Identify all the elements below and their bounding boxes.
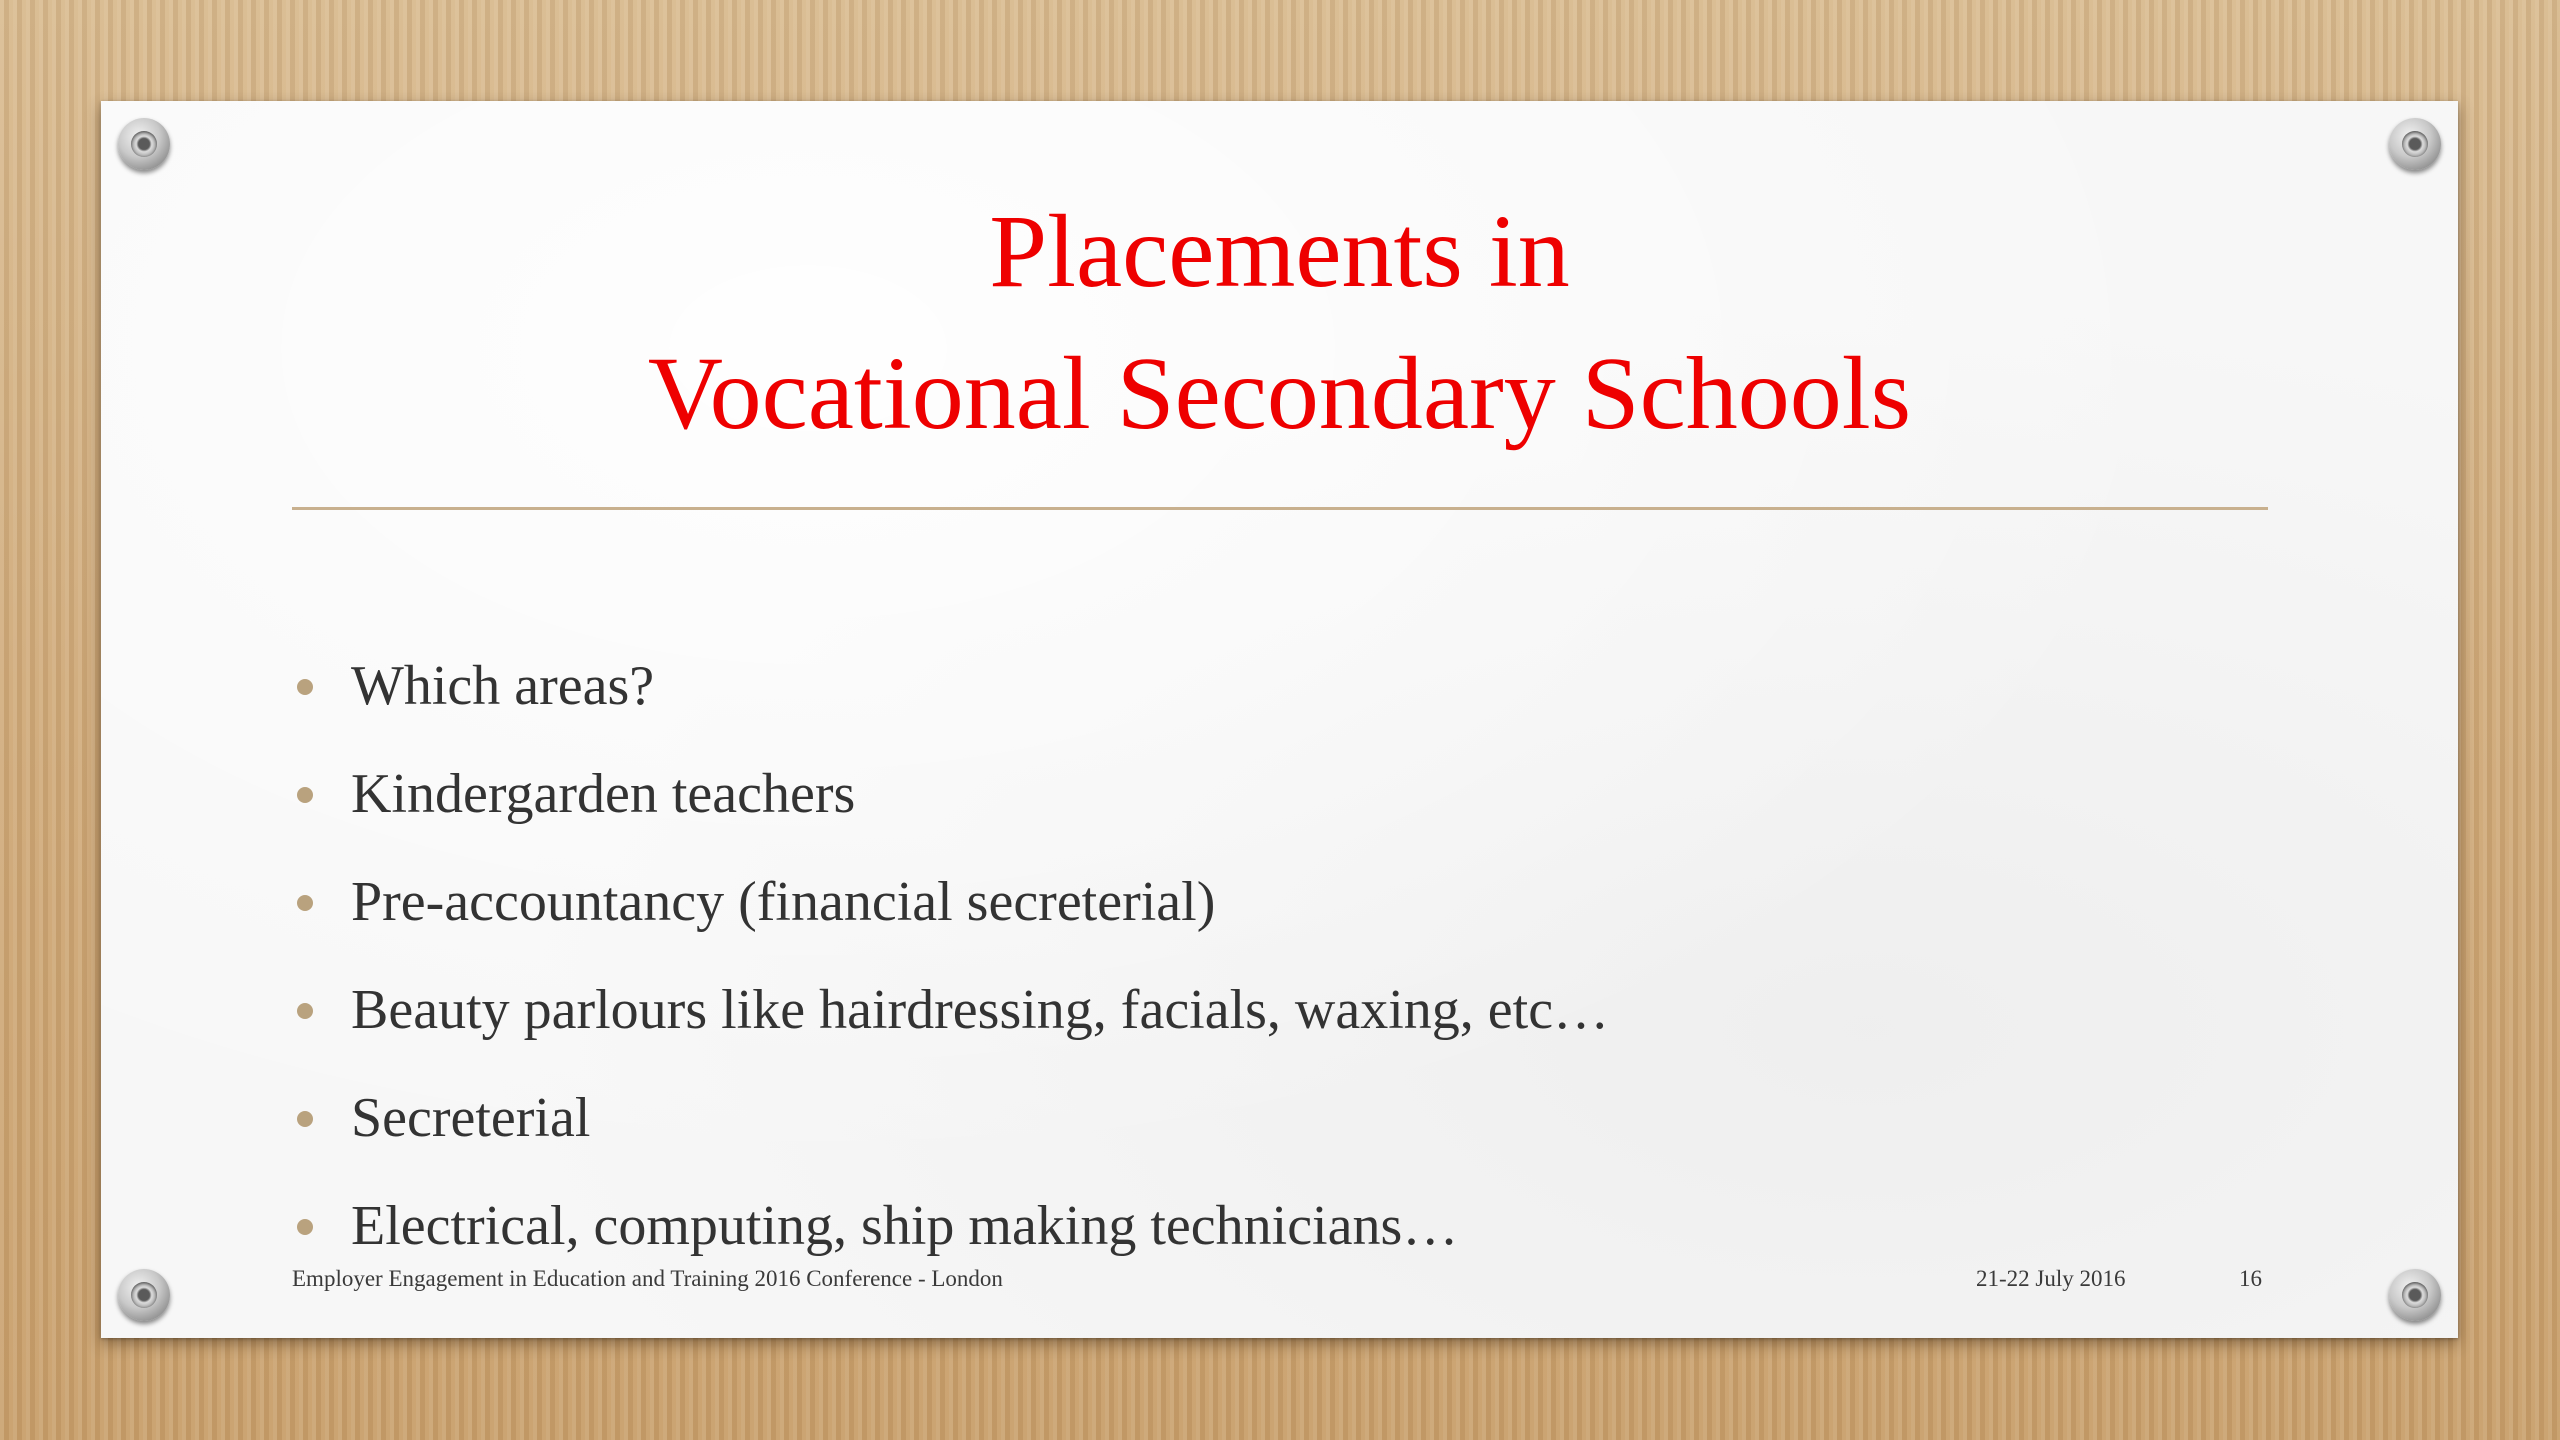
bullet-item [292, 857, 1609, 965]
bullet-text: Pre-accountancy (financial secreterial) [351, 871, 1216, 933]
bullet-text: Which areas? [351, 655, 655, 717]
bullet-item [292, 749, 1609, 857]
pushpin-icon [2389, 118, 2441, 170]
bullet-text: Secreterial [351, 1087, 591, 1149]
slide [101, 101, 2458, 1338]
bullet-item [292, 1073, 1609, 1181]
bullet-item [292, 641, 1609, 749]
bullet-dot-icon [297, 1111, 313, 1127]
slide-title-line: Placements in [989, 194, 1570, 309]
footer-date: 21-22 July 2016 [1976, 1266, 2126, 1291]
pushpin-icon [118, 118, 170, 170]
bullet-list [292, 641, 1609, 1289]
bullet-text: Electrical, computing, ship making technicians… [351, 1195, 1459, 1257]
title-divider [292, 507, 2268, 510]
bullet-dot-icon [297, 895, 313, 911]
footer-page-number: 16 [2239, 1266, 2262, 1291]
pushpin-icon [118, 1269, 170, 1321]
bullet-dot-icon [297, 1003, 313, 1019]
slide-title [101, 181, 2458, 465]
footer-conference-text: Employer Engagement in Education and Training 2016 Conference - London [292, 1266, 1003, 1291]
bullet-item [292, 965, 1609, 1073]
bullet-dot-icon [297, 787, 313, 803]
slide-title-line: Vocational Secondary Schools [647, 336, 1912, 451]
bullet-text: Kindergarden teachers [351, 763, 856, 825]
bullet-dot-icon [297, 679, 313, 695]
bullet-text: Beauty parlours like hairdressing, facials, waxing, etc… [351, 979, 1610, 1041]
pushpin-icon [2389, 1269, 2441, 1321]
bullet-dot-icon [297, 1219, 313, 1235]
